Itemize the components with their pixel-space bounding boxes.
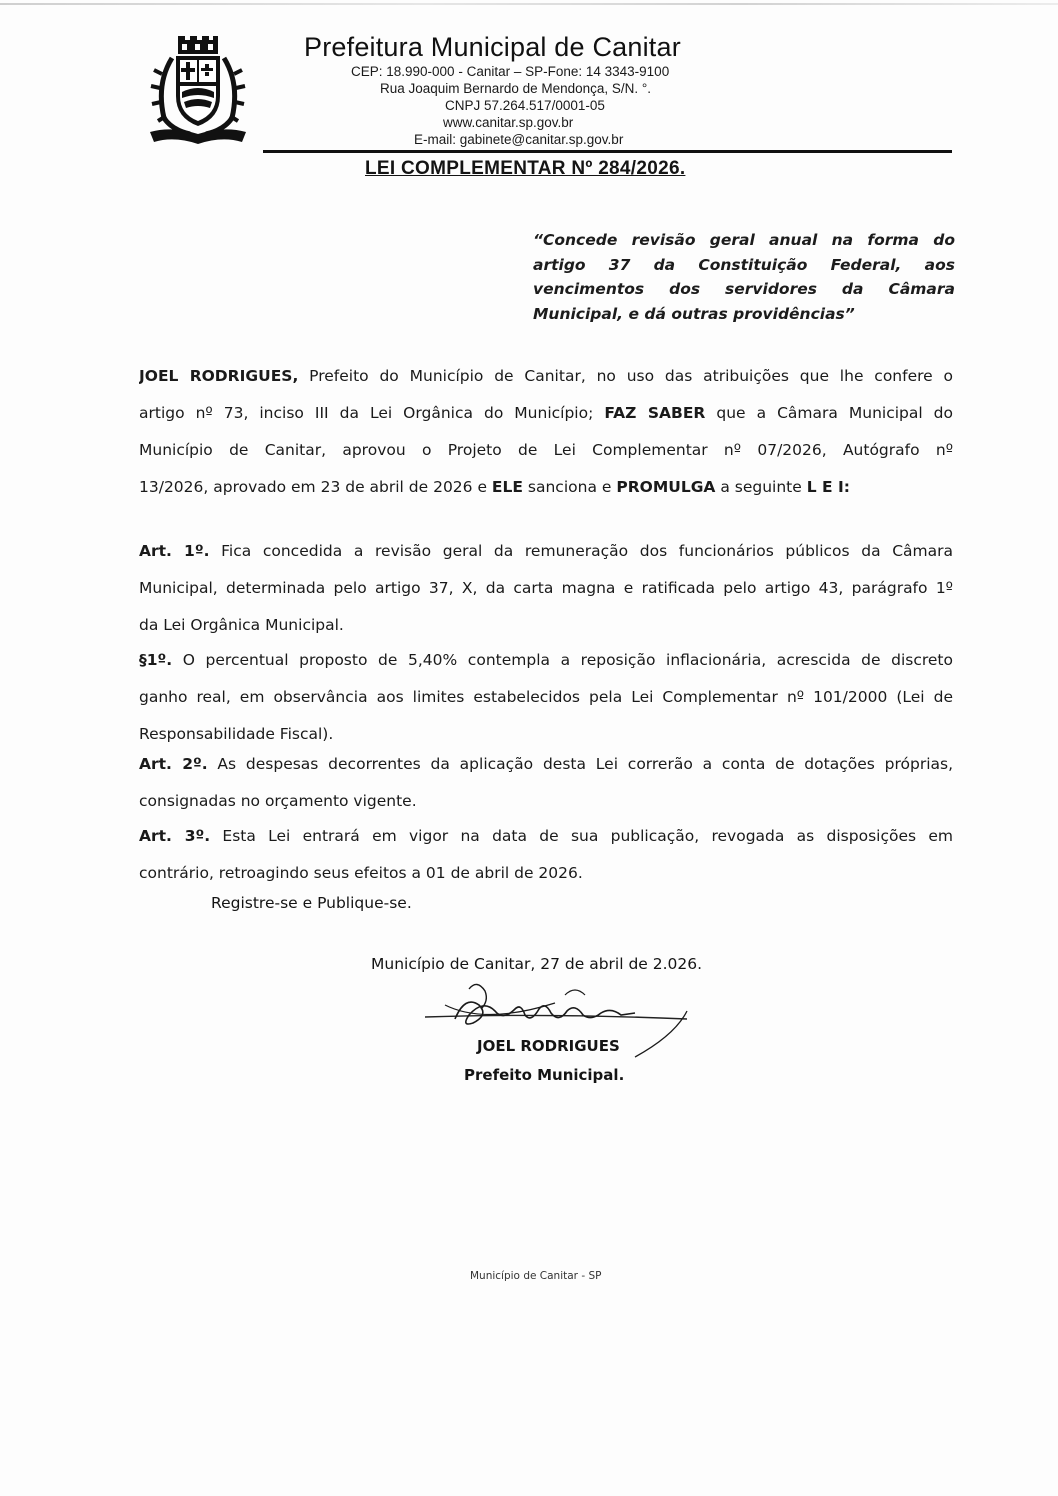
article-3 bbox=[139, 818, 953, 892]
scan-edge bbox=[0, 3, 1058, 5]
registre-publique: Registre-se e Publique-se. bbox=[211, 894, 412, 912]
article-1 bbox=[139, 533, 953, 644]
municipal-crest-icon bbox=[142, 34, 254, 146]
header-cep-phone: CEP: 18.990-000 - Canitar – SP-Fone: 14 3343-9100 bbox=[351, 64, 670, 79]
preamble-line: Município de Canitar, aprovou o Projeto de Lei Complementar nº 07/2026, Autógrafo nº bbox=[139, 441, 953, 459]
org-name: Prefeitura Municipal de Canitar bbox=[304, 32, 681, 62]
mayor-name: JOEL RODRIGUES, bbox=[139, 367, 299, 385]
law-title: LEI COMPLEMENTAR Nº 284/2026. bbox=[365, 158, 686, 179]
article-label: §1º. bbox=[139, 651, 173, 669]
article-line: Art. 2º. As despesas decorrentes da aplicação desta Lei correrão a conta de dotações próprias, bbox=[139, 755, 953, 773]
article-line: Art. 3º. Esta Lei entrará em vigor na data de sua publicação, revogada as disposições em bbox=[139, 827, 953, 845]
article-label: Art. 3º. bbox=[139, 827, 211, 845]
footer: Município de Canitar - SP bbox=[470, 1270, 602, 1282]
preamble bbox=[139, 358, 953, 506]
article-line: Art. 1º. Fica concedida a revisão geral da remuneração dos funcionários públicos da Câmara bbox=[139, 542, 953, 560]
header-website: www.canitar.sp.gov.br bbox=[443, 115, 574, 130]
article-line: ganho real, em observância aos limites estabelecidos pela Lei Complementar nº 101/2000 (Lei de bbox=[139, 688, 953, 706]
article-line: da Lei Orgânica Municipal. bbox=[139, 616, 344, 634]
signatory-role: Prefeito Municipal. bbox=[464, 1066, 625, 1084]
header-cnpj: CNPJ 57.264.517/0001-05 bbox=[445, 98, 605, 113]
preamble-line: 13/2026, aprovado em 23 de abril de 2026 e ELE sanciona e PROMULGA a seguinte L E I: bbox=[139, 478, 850, 496]
header-email: E-mail: gabinete@canitar.sp.gov.br bbox=[414, 132, 624, 147]
place-date: Município de Canitar, 27 de abril de 2.026. bbox=[371, 955, 703, 973]
header-divider bbox=[263, 150, 952, 153]
article-label: Art. 2º. bbox=[139, 755, 208, 773]
article-label: Art. 1º. bbox=[139, 542, 210, 560]
signatory-name: JOEL RODRIGUES bbox=[477, 1037, 620, 1055]
article-2 bbox=[139, 746, 953, 820]
preamble-line: artigo nº 73, inciso III da Lei Orgânica do Município; FAZ SABER que a Câmara Municipal do bbox=[139, 404, 953, 422]
article-line: §1º. O percentual proposto de 5,40% contempla a reposição inflacionária, acrescida de discreto bbox=[139, 651, 953, 669]
article-line: consignadas no orçamento vigente. bbox=[139, 792, 417, 810]
ementa: “Concede revisão geral anual na forma do artigo 37 da Constituição Federal, aos vencimentos dos servidores da Câmara Municipal, e dá outras providências” bbox=[533, 231, 955, 323]
header-address: Rua Joaquim Bernardo de Mendonça, S/N. °. bbox=[380, 81, 652, 96]
article-line: Municipal, determinada pelo artigo 37, X, da carta magna e ratificada pelo artigo 43, parágrafo 1º bbox=[139, 579, 953, 597]
paragraph-1 bbox=[139, 642, 953, 753]
article-line: Responsabilidade Fiscal). bbox=[139, 725, 334, 743]
article-line: contrário, retroagindo seus efeitos a 01 de abril de 2026. bbox=[139, 864, 583, 882]
preamble-line: JOEL RODRIGUES, Prefeito do Município de Canitar, no uso das atribuições que lhe confere o bbox=[139, 367, 953, 385]
